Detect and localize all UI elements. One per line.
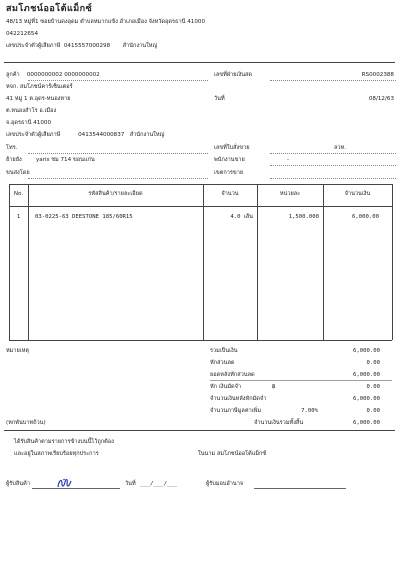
company-branch: สำนักงานใหญ่ — [122, 43, 158, 49]
receipt-note-2: และอยู่ในสภาพเรียบร้อยทุกประการ — [14, 451, 99, 457]
dotted-line — [28, 153, 208, 154]
receive-date-label: วันที่ — [125, 481, 136, 487]
col-header-unit-price: หน่วยละ — [279, 191, 301, 197]
row-desc: 03-0225-63 DEESTONE 185/60R15 — [35, 214, 133, 220]
row-qty: 4.0 เส้น — [230, 214, 253, 220]
row-no: 1 — [16, 214, 21, 220]
receive-date-blank: ___/___/___ — [140, 481, 178, 487]
dotted-line — [270, 178, 396, 179]
customer-tax-label: เลขประจำตัวผู้เสียภาษี — [6, 132, 61, 138]
customer-code-row — [6, 73, 100, 79]
after-discount-value: 6,000.00 — [353, 372, 380, 378]
deposit-value: 0.00 — [366, 384, 380, 390]
remark-label: หมายเหตุ — [6, 348, 30, 354]
vat-label: จำนวนภาษีมูลค่าเพิ่ม — [210, 408, 262, 414]
column-divider — [203, 184, 204, 340]
company-tax-id: 0415557000298 — [63, 43, 111, 49]
signature-image — [56, 476, 74, 490]
vat-value: 0.00 — [366, 408, 380, 414]
discount-value: 0.00 — [366, 360, 380, 366]
dotted-line — [270, 80, 396, 81]
table-border-right — [392, 184, 393, 340]
customer-ship-label: ขนส่งโดย — [6, 170, 30, 176]
doc-no-value: RS0002388 — [361, 72, 394, 78]
table-bottom-line — [9, 340, 392, 341]
doc-date-value: 08/12/63 — [368, 96, 394, 102]
sum-value: 6,000.00 — [353, 348, 380, 354]
customer-address-1: 41 หมู่ 1 ต.อุดร-หนองหาย — [6, 96, 71, 102]
table-border-left — [9, 184, 10, 340]
row-amount: 6,000.00 — [352, 214, 379, 220]
deposit-label: หัก เงินมัดจำ — [210, 384, 242, 390]
column-divider — [323, 184, 324, 340]
after-deposit-label: จำนวนเงินหลังหักมัดจำ — [210, 396, 267, 402]
amount-in-words: (หกพันบาทถ้วน) — [6, 420, 46, 426]
col-header-amount: จำนวนเงิน — [344, 191, 371, 197]
column-divider — [28, 184, 29, 340]
customer-name: หจก. สมโภชน์คาร์เซ็นเตอร์ — [6, 84, 73, 90]
doc-date-label: วันที่ — [214, 96, 225, 102]
deposit-mark: ฿ — [272, 384, 276, 390]
sum-label: รวมเป็นเงิน — [210, 348, 238, 354]
customer-car-value: yaris ชม 714 ขอนแก่น — [35, 157, 95, 163]
col-header-no: No. — [13, 191, 24, 197]
header-divider — [4, 62, 395, 63]
vat-rate: 7.00% — [301, 408, 318, 414]
dotted-line — [28, 80, 208, 81]
subtotal-rule — [210, 380, 392, 381]
row-unit-price: 1,500.000 — [288, 214, 319, 220]
on-behalf-text: ในนาม สมโภชน์ออโต้แม็กซ์ — [198, 451, 267, 457]
receipt-note-1: ได้รับสินค้าตามรายการข้างบนนี้ไว้ถูกต้อง — [14, 439, 114, 445]
customer-address-2: ต.หนองสำโร อ.เมือง — [6, 108, 57, 114]
totals-divider — [4, 430, 395, 431]
doc-term-label: เขตการขาย — [214, 170, 244, 176]
discount-label: หักส่วนลด — [210, 360, 235, 366]
doc-sales-label: พนักงานขาย — [214, 157, 245, 163]
customer-tax-id: 0413544000837 — [78, 132, 125, 138]
dotted-line — [270, 165, 396, 166]
after-deposit-value: 6,000.00 — [353, 396, 380, 402]
after-discount-label: ยอดหลังหักส่วนลด — [210, 372, 255, 378]
customer-code: 0000000002 0000000002 — [26, 72, 100, 78]
company-tax-label: เลขประจำตัวผู้เสียภาษี — [6, 43, 61, 49]
table-header-line — [9, 206, 392, 207]
company-phone: 042212654 — [6, 31, 39, 37]
receiver-label: ผู้รับสินค้า — [6, 481, 30, 487]
table-top-line — [9, 184, 392, 185]
doc-no-label: เลขที่ฝ่ายเงินสด — [214, 72, 253, 78]
col-header-desc: รหัสสินค้า/รายละเอียด — [88, 191, 143, 197]
doc-order-label: เลขที่ใบสั่งขาย — [214, 145, 250, 151]
customer-address-3: จ.อุดรธานี 41000 — [6, 120, 52, 126]
authorizer-signature-line — [254, 488, 346, 489]
receiver-signature-line — [32, 488, 120, 489]
authorizer-label: ผู้รับมอบอำนาจ — [206, 481, 244, 487]
customer-car-label: ย้ายยัง — [6, 157, 22, 163]
customer-car-row — [6, 158, 95, 164]
company-name: สมโภชน์ออโต้แม็กซ์ — [6, 4, 93, 14]
grand-total-value: 6,000.00 — [353, 420, 380, 426]
col-header-qty: จำนวน — [221, 191, 239, 197]
customer-label: ลูกค้า — [6, 72, 20, 78]
dotted-line — [28, 178, 208, 179]
doc-sales-value: - — [287, 157, 290, 163]
customer-tax-row — [6, 133, 164, 139]
column-divider — [257, 184, 258, 340]
grand-total-label: จำนวนเงินรวมทั้งสิ้น — [254, 420, 304, 426]
customer-tel-label: โทร. — [6, 145, 18, 151]
doc-credit-label: ลวท. — [334, 145, 347, 151]
dotted-line — [270, 153, 396, 154]
customer-branch: สำนักงานใหญ่ — [129, 132, 165, 138]
company-tax-id-row — [6, 44, 157, 50]
company-address: 48/13 หมู่ที่1 ซอยบ้านดงอุดม ตำบลหมากแข้ง อำเภอเมือง จังหวัดอุดรธานี 41000 — [6, 19, 206, 25]
